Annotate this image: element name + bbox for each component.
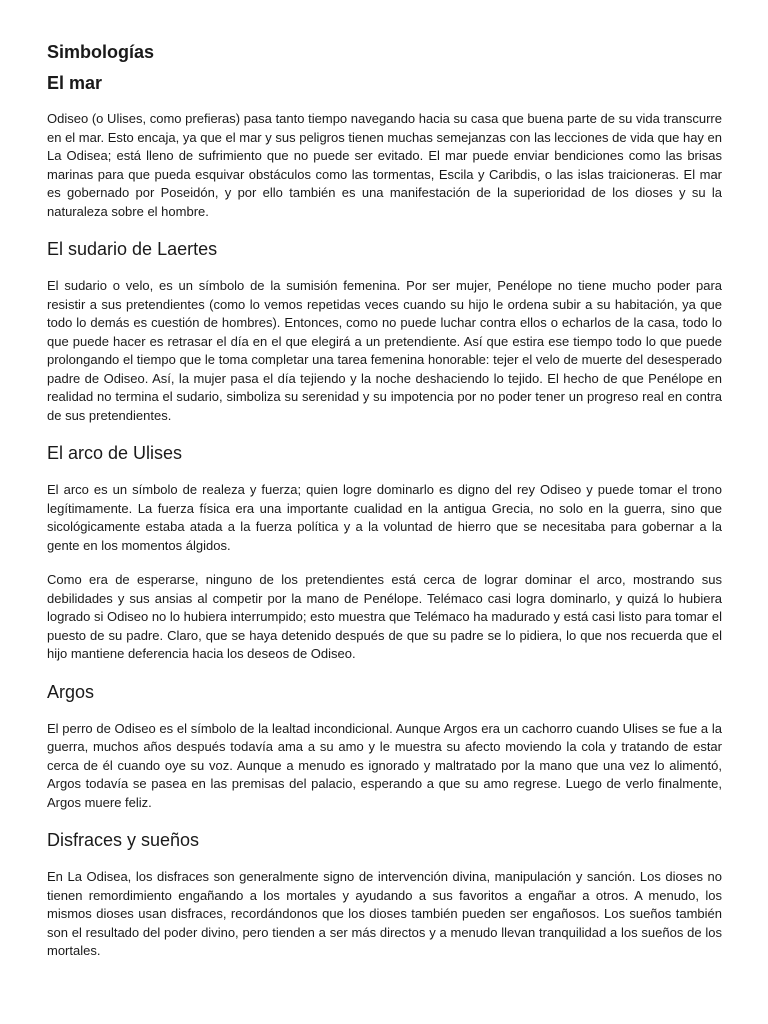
paragraph-el-mar: Odiseo (o Ulises, como prefieras) pasa tanto tiempo navegando hacia su casa que buena parte de su vida transcurre en el mar. Esto encaja, ya que el mar y sus peligros tienen muchas semejanzas con las lecciones de vida que hay en La Odisea; está lleno de sufrimiento que no puede ser evitado. El mar puede enviar bendiciones como las brisas marinas para que pueda esquivar obstáculos como las tormentas, Escila y Caribdis, o las islas traicioneras. El mar es gobernado por Poseidón, y por ello también es una manifestación de la superioridad de los dioses y su la naturaleza sobre el hombre. (47, 111, 722, 219)
section-disfraces (47, 828, 722, 961)
section-heading-sudario: El sudario de Laertes (47, 239, 218, 259)
paragraph-argos: El perro de Odiseo es el símbolo de la lealtad incondicional. Aunque Argos era un cachorro cuando Ulises se fue a la guerra, muchos años después todavía ama a su amo y le muestra su afecto moviendo la cola y tratando de estar cerca de él cuando oye su voz. Aunque a menudo es ignorado y maltratado por la mano que una vez lo alimentó, Argos todavía se pasea en las premisas del palacio, esperando a que su amo regrese. Luego de verlo finalmente, Argos muere feliz. (47, 720, 722, 810)
section-heading-arco: El arco de Ulises (47, 443, 183, 463)
section-argos (47, 680, 722, 813)
paragraph-sudario: El sudario o velo, es un símbolo de la sumisión femenina. Por ser mujer, Penélope no tiene mucho poder para resistir a sus pretendientes (como lo vemos repetidas veces cuando su hijo le ordena subir a su habitación, ya que todo lo demás es cuestión de hombres). Entonces, como no puede luchar contra ellos o echarlos de la casa, todo lo que puede hacer es retrasar el día en el que elegirá a un pretendiente. Así que estira ese tiempo todo lo que puede prolongando el tiempo que le toma completar una tarea femenina honorable: tejer el velo de muerte del desesperado padre de Odiseo. Así, la mujer pasa el día tejiendo y la noche deshaciendo lo tejido. El hecho de que Penélope en realidad no termina el sudario, simboliza su serenidad y su impotencia por no poder tener un progreso real en contra de sus pretendientes. (47, 278, 722, 423)
document-page (47, 40, 722, 977)
paragraph-disfraces: En La Odisea, los disfraces son generalmente signo de intervención divina, manipulación y sanción. Los dioses no tienen remordimiento engañando a los mortales y ayudando a sus favoritos a engañar a otros. A menudo, los mismos dioses usan disfraces, recordándonos que los dioses también pueden ser engañosos. Los sueños también son el resultado del poder divino, pero tienden a ser más directos y a menudo llevan tranquilidad a los sueños de los mortales. (47, 869, 722, 958)
document-title: Simbologías (47, 42, 155, 62)
section-arco (47, 441, 722, 664)
paragraph-arco-2: Como era de esperarse, ninguno de los pretendientes está cerca de lograr dominar el arco, mostrando sus debilidades y sus ansias al competir por la mano de Penélope. Telémaco casi logra dominarlo, y quizá lo hubiera logrado si Odiseo no lo hubiera interrumpido; esto muestra que Telémaco ha madurado y está casi listo para tomar el puesto de su padre. Claro, que se haya detenido después de que su padre se lo pidiera, lo que nos recuerda que el hijo mantiene deferencia hacia los deseos de Odiseo. (47, 572, 722, 661)
section-heading-disfraces: Disfraces y sueños (47, 830, 200, 850)
section-sudario (47, 237, 722, 425)
section-heading-el-mar: El mar (47, 73, 103, 93)
section-el-mar (47, 71, 722, 221)
paragraph-arco-1: El arco es un símbolo de realeza y fuerza; quien logre dominarlo es digno del rey Odiseo y puede tomar el trono legítimamente. La fuerza física era una importante cualidad en la antigua Grecia, no solo en la guerra, sino que sicológicamente estaba atada a la fuerza política y a la voluntad de hierro que se necesitaba para gobernar a la gente en los momentos álgidos. (47, 482, 722, 553)
section-heading-argos: Argos (47, 681, 95, 702)
